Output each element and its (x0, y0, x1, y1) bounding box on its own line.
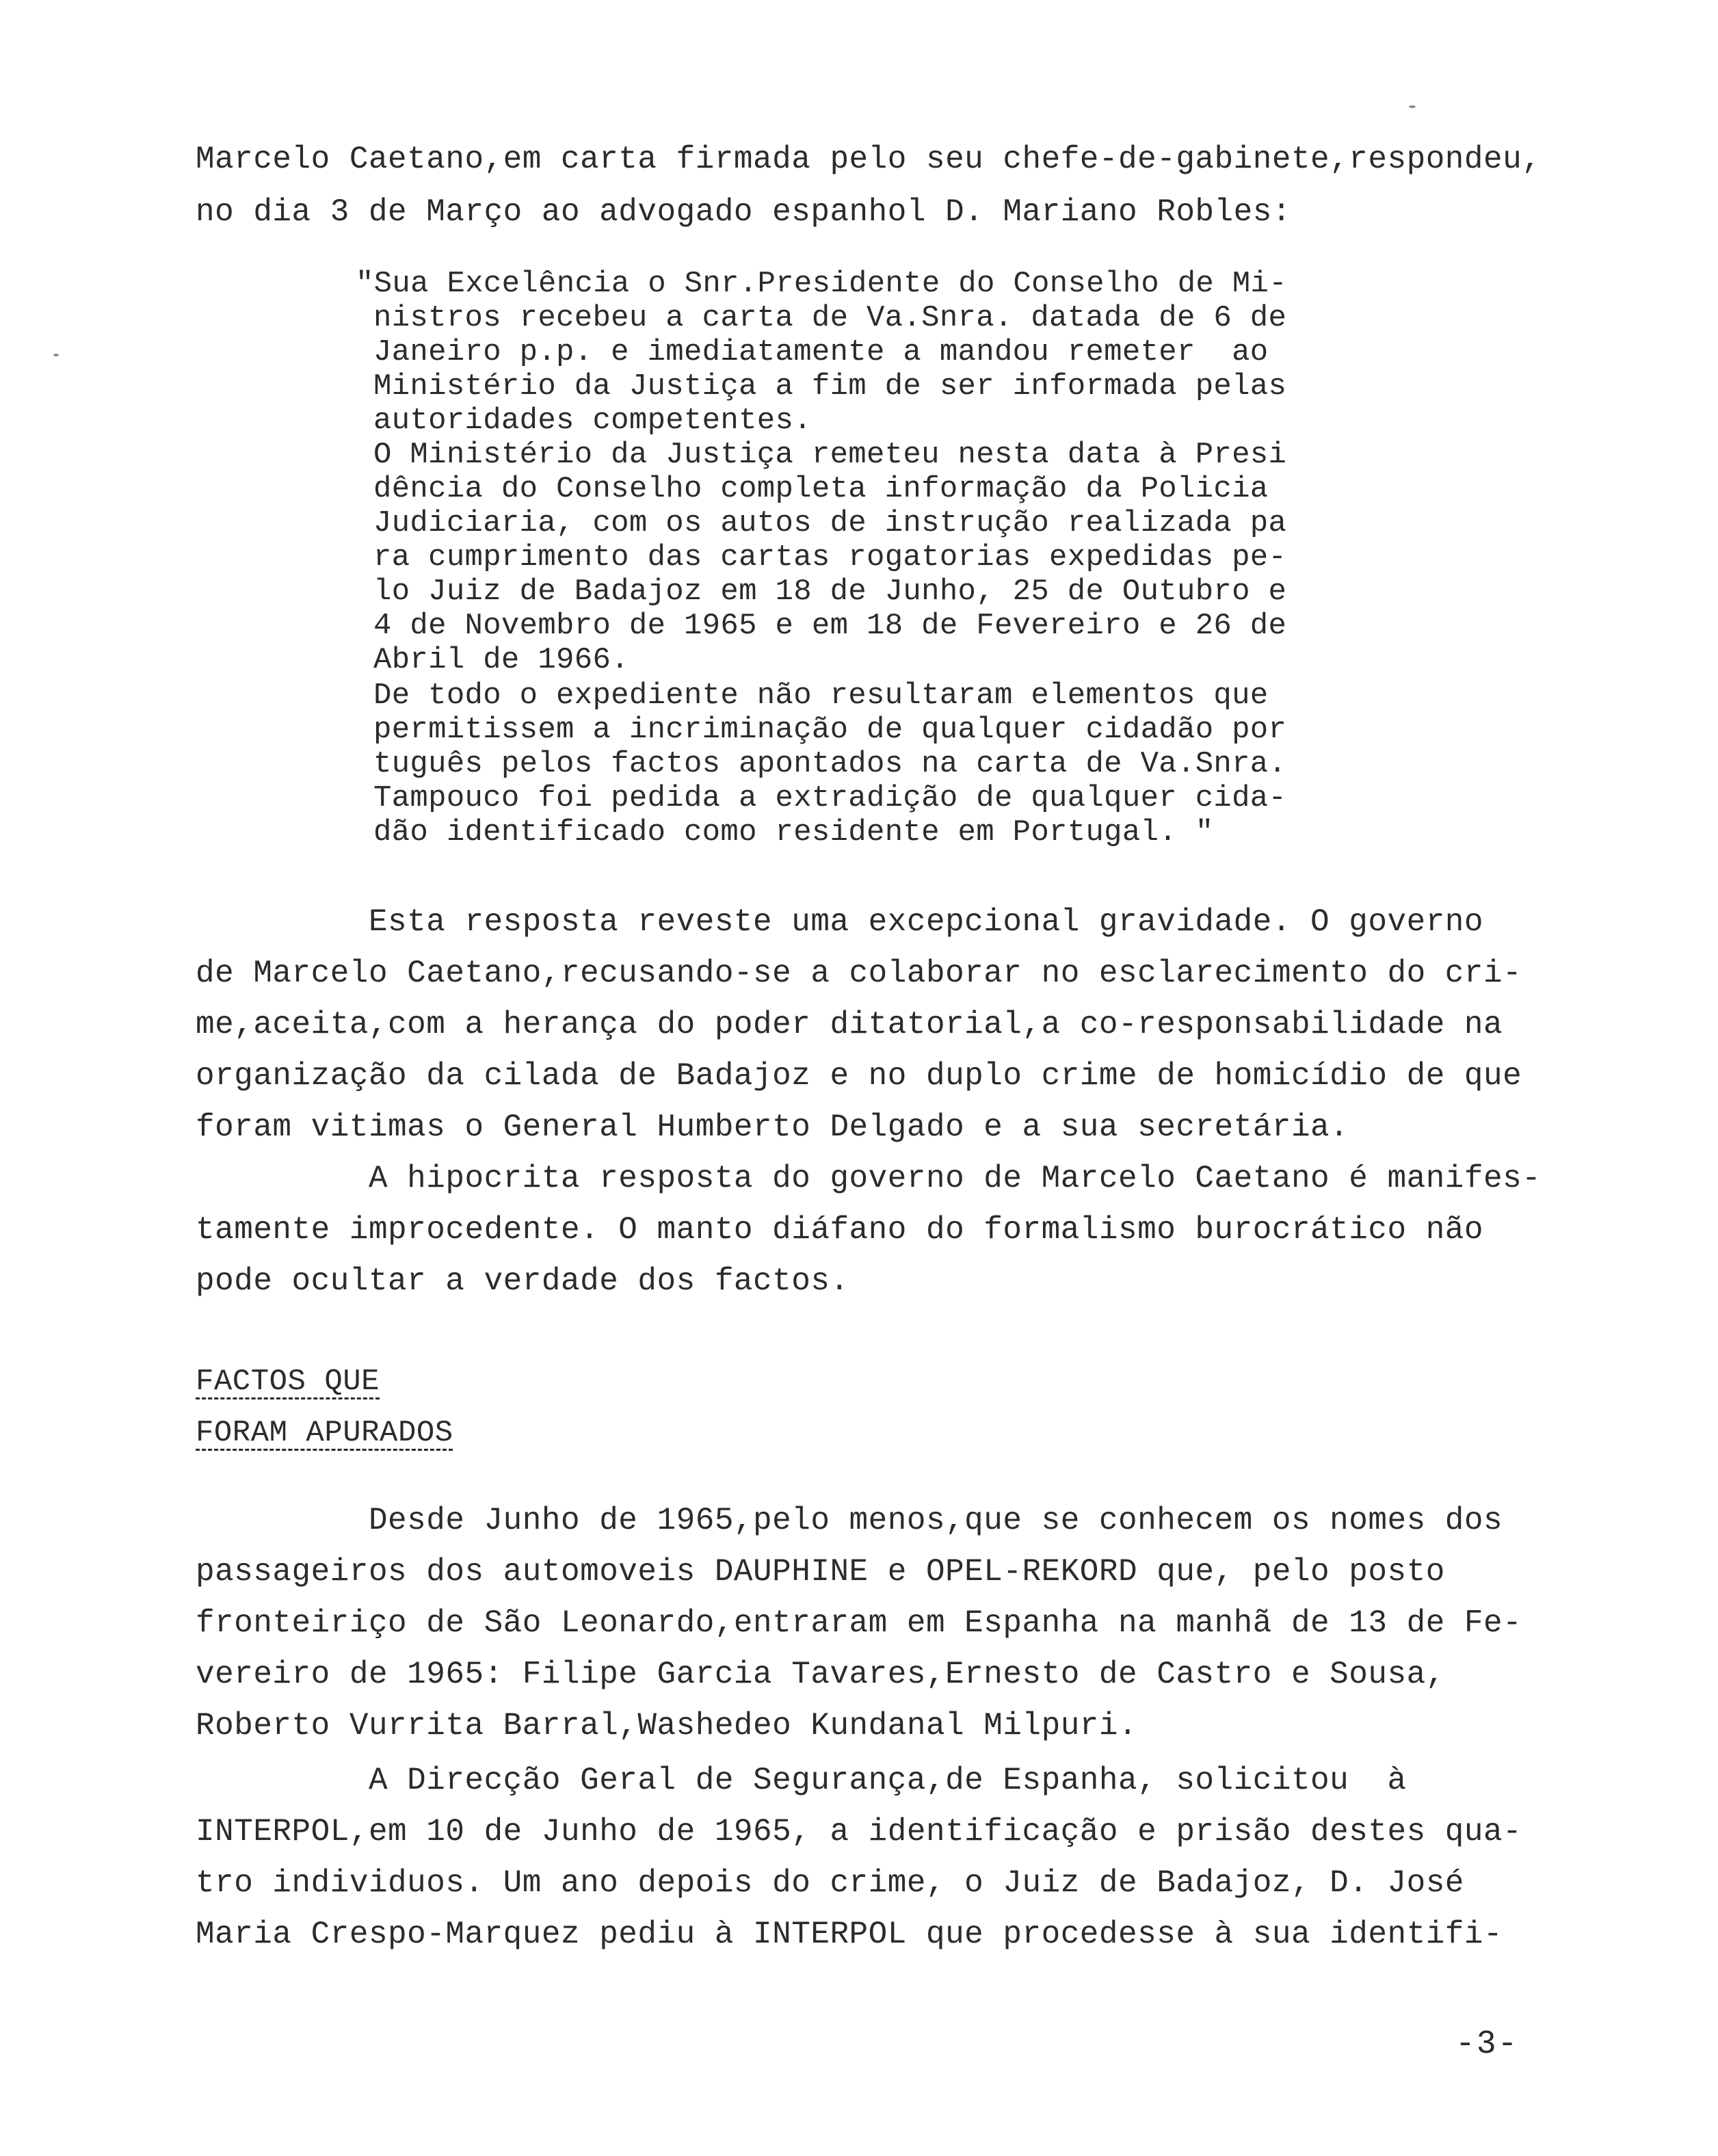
quote-line: dão identificado como residente em Portugal. " (373, 815, 1214, 850)
text-line: foram vitimas o General Humberto Delgado e a sua secretária. (196, 1109, 1349, 1145)
quote-line: nistros recebeu a carta de Va.Snra. datada de 6 de (373, 301, 1287, 335)
text-line: INTERPOL,em 10 de Junho de 1965, a identificação e prisão destes qua- (196, 1814, 1522, 1850)
text-line: Marcelo Caetano,em carta firmada pelo seu chefe-de-gabinete,respondeu, (196, 142, 1542, 177)
text-line: A Direcção Geral de Segurança,de Espanha, solicitou à (196, 1763, 1407, 1798)
quote-line: ra cumprimento das cartas rogatorias expedidas pe- (373, 540, 1287, 575)
text-line: Desde Junho de 1965,pelo menos,que se conhecem os nomes dos (196, 1503, 1503, 1538)
quote-line: Tampouco foi pedida a extradição de qualquer cida- (373, 781, 1287, 815)
quote-line: 4 de Novembro de 1965 e em 18 de Fevereiro e 26 de (373, 609, 1287, 643)
text-line: Maria Crespo-Marquez pediu à INTERPOL que procedesse à sua identifi- (196, 1917, 1503, 1952)
heading-line: FACTOS QUE (196, 1365, 380, 1399)
text-line: Esta resposta reveste uma excepcional gravidade. O governo (196, 904, 1484, 940)
quote-line: O Ministério da Justiça remeteu nesta data à Presi (373, 438, 1287, 472)
quote-line: De todo o expediente não resultaram elementos que (373, 679, 1269, 713)
text-line: passageiros dos automoveis DAUPHINE e OPEL-REKORD que, pelo posto (196, 1554, 1445, 1590)
heading-line: FORAM APURADOS (196, 1416, 453, 1450)
page-number: -3- (1455, 2026, 1519, 2063)
text-line: vereiro de 1965: Filipe Garcia Tavares,Ernesto de Castro e Sousa, (196, 1657, 1445, 1692)
quote-line: autoridades competentes. (373, 404, 812, 438)
text-line: Roberto Vurrita Barral,Washedeo Kundanal Milpuri. (196, 1708, 1138, 1744)
text-line: organização da cilada de Badajoz e no duplo crime de homicídio de que (196, 1058, 1522, 1094)
quote-line: Ministério da Justiça a fim de ser informada pelas (373, 369, 1287, 404)
text-line: pode ocultar a verdade dos factos. (196, 1263, 849, 1299)
text-line: fronteiriço de São Leonardo,entraram em Espanha na manhã de 13 de Fe- (196, 1605, 1522, 1641)
quote-line: lo Juiz de Badajoz em 18 de Junho, 25 de Outubro e (373, 575, 1287, 609)
quote-line: Judiciaria, com os autos de instrução realizada pa (373, 506, 1287, 540)
text-line: tamente improcedente. O manto diáfano do formalismo burocrático não (196, 1212, 1484, 1248)
quote-line: permitissem a incriminação de qualquer cidadão por (373, 713, 1287, 747)
quote-line: dência do Conselho completa informação da Policia (373, 472, 1269, 506)
text-line: no dia 3 de Março ao advogado espanhol D. Mariano Robles: (196, 194, 1291, 230)
text-line: me,aceita,com a herança do poder ditatorial,a co-responsabilidade na (196, 1007, 1503, 1042)
quote-line: Abril de 1966. (373, 643, 629, 677)
scan-speck (1409, 105, 1416, 108)
quote-line: tuguês pelos factos apontados na carta de Va.Snra. (373, 747, 1287, 781)
text-line: A hipocrita resposta do governo de Marcelo Caetano é manifes- (196, 1161, 1542, 1196)
quote-line: "Sua Excelência o Snr.Presidente do Conselho de Mi- (356, 267, 1287, 301)
text-line: de Marcelo Caetano,recusando-se a colaborar no esclarecimento do cri- (196, 956, 1522, 991)
scan-speck (53, 354, 59, 356)
text-line: tro individuos. Um ano depois do crime, o Juiz de Badajoz, D. José (196, 1865, 1464, 1901)
quote-line: Janeiro p.p. e imediatamente a mandou remeter ao (373, 335, 1269, 369)
